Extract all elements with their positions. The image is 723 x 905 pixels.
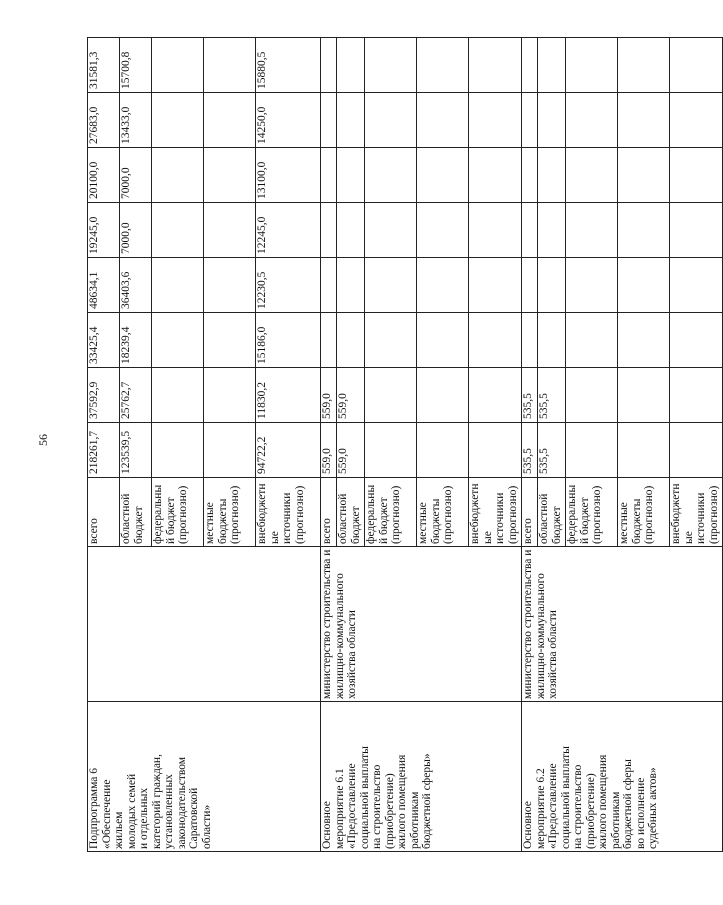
amount-cell: 123539,5: [120, 423, 152, 478]
funding-source-cell: федеральный бюджет (прогнозно): [152, 478, 204, 547]
amount-cell: [417, 93, 469, 148]
rotated-table-container: [87, 39, 720, 852]
amount-cell: [152, 368, 204, 423]
funding-source-cell: федеральный бюджет (прогнозно): [365, 478, 417, 547]
amount-cell: [152, 93, 204, 148]
funding-source-cell: местные бюджеты (прогнозно): [618, 478, 670, 547]
amount-cell: [365, 258, 417, 313]
amount-cell: [538, 38, 566, 93]
amount-cell: 7000,0: [120, 203, 152, 258]
amount-cell: [321, 313, 337, 368]
funding-source-cell: внебюджетные источники (прогнозно): [469, 478, 522, 547]
amount-cell: [365, 93, 417, 148]
amount-cell: [566, 148, 618, 203]
amount-cell: [566, 258, 618, 313]
amount-cell: [469, 368, 522, 423]
amount-cell: [417, 203, 469, 258]
amount-cell: [337, 93, 365, 148]
amount-cell: 31581,3: [88, 38, 120, 93]
amount-cell: [321, 148, 337, 203]
amount-cell: [538, 203, 566, 258]
funding-source-cell: всего: [522, 478, 538, 547]
amount-cell: [321, 93, 337, 148]
amount-cell: [204, 258, 256, 313]
amount-cell: [670, 148, 723, 203]
amount-cell: [670, 313, 723, 368]
amount-cell: [337, 203, 365, 258]
amount-cell: [365, 368, 417, 423]
amount-cell: [618, 258, 670, 313]
amount-cell: 535,5: [538, 423, 566, 478]
amount-cell: [204, 368, 256, 423]
amount-cell: [417, 38, 469, 93]
amount-cell: [538, 148, 566, 203]
amount-cell: 25762,7: [120, 368, 152, 423]
executor-cell: министерство строительства и жилищно-коммунального хозяйства области: [321, 547, 522, 702]
amount-cell: 13433,0: [120, 93, 152, 148]
amount-cell: [152, 313, 204, 368]
amount-cell: [522, 148, 538, 203]
amount-cell: [670, 93, 723, 148]
amount-cell: [152, 423, 204, 478]
amount-cell: [417, 148, 469, 203]
program-name-cell: Основное мероприятие 6.1 «Предоставление социальной выплаты на строительство (приобретение) жилого помещения работникам бюджетной сферы»: [321, 702, 522, 852]
amount-cell: [469, 423, 522, 478]
amount-cell: [152, 148, 204, 203]
amount-cell: [321, 38, 337, 93]
amount-cell: [618, 38, 670, 93]
amount-cell: [204, 148, 256, 203]
amount-cell: [522, 313, 538, 368]
executor-cell: [88, 547, 321, 702]
amount-cell: 15700,8: [120, 38, 152, 93]
amount-cell: [538, 258, 566, 313]
amount-cell: [670, 423, 723, 478]
amount-cell: [152, 38, 204, 93]
amount-cell: [204, 423, 256, 478]
funding-source-cell: внебюджетные источники (прогнозно): [256, 478, 321, 547]
amount-cell: 559,0: [337, 368, 365, 423]
amount-cell: [417, 313, 469, 368]
table-row: [321, 38, 337, 852]
amount-cell: 27683,0: [88, 93, 120, 148]
amount-cell: [321, 258, 337, 313]
funding-source-cell: областной бюджет: [538, 478, 566, 547]
amount-cell: [204, 203, 256, 258]
amount-cell: 12245,0: [256, 203, 321, 258]
amount-cell: 33425,4: [88, 313, 120, 368]
amount-cell: [566, 203, 618, 258]
amount-cell: [566, 93, 618, 148]
amount-cell: [670, 203, 723, 258]
amount-cell: [469, 38, 522, 93]
amount-cell: 218261,7: [88, 423, 120, 478]
amount-cell: 559,0: [321, 368, 337, 423]
amount-cell: [670, 258, 723, 313]
amount-cell: [538, 93, 566, 148]
funding-source-cell: всего: [321, 478, 337, 547]
amount-cell: 18239,4: [120, 313, 152, 368]
amount-cell: [152, 203, 204, 258]
page-number: 56: [36, 434, 50, 446]
amount-cell: [204, 93, 256, 148]
amount-cell: 94722,2: [256, 423, 321, 478]
table-row: [522, 38, 538, 852]
amount-cell: 535,5: [538, 368, 566, 423]
amount-cell: [365, 423, 417, 478]
amount-cell: 13100,0: [256, 148, 321, 203]
amount-cell: [618, 368, 670, 423]
amount-cell: [522, 258, 538, 313]
amount-cell: [337, 148, 365, 203]
table-row: [88, 38, 120, 852]
amount-cell: 535,5: [522, 368, 538, 423]
funding-source-cell: местные бюджеты (прогнозно): [417, 478, 469, 547]
amount-cell: 15186,0: [256, 313, 321, 368]
amount-cell: 14250,0: [256, 93, 321, 148]
amount-cell: 15880,5: [256, 38, 321, 93]
amount-cell: 37592,9: [88, 368, 120, 423]
amount-cell: 19245,0: [88, 203, 120, 258]
funding-source-cell: внебюджетные источники (прогнозно): [670, 478, 723, 547]
amount-cell: [337, 313, 365, 368]
executor-cell: министерство строительства и жилищно-коммунального хозяйства области: [522, 547, 723, 702]
amount-cell: [522, 203, 538, 258]
funding-table: [87, 37, 723, 852]
amount-cell: [417, 258, 469, 313]
amount-cell: [566, 38, 618, 93]
amount-cell: [618, 423, 670, 478]
amount-cell: [566, 423, 618, 478]
amount-cell: [538, 313, 566, 368]
amount-cell: [522, 93, 538, 148]
program-name-cell: Подпрограмма 6 «Обеспечение жильем молодых семей и отдельных категорий граждан, установленных законодательством Саратовской области»: [88, 702, 321, 852]
amount-cell: 12230,5: [256, 258, 321, 313]
amount-cell: [618, 148, 670, 203]
amount-cell: 7000,0: [120, 148, 152, 203]
amount-cell: [670, 38, 723, 93]
amount-cell: [365, 313, 417, 368]
amount-cell: [469, 313, 522, 368]
amount-cell: [417, 368, 469, 423]
amount-cell: [365, 38, 417, 93]
amount-cell: [566, 313, 618, 368]
amount-cell: [321, 203, 337, 258]
funding-source-cell: областной бюджет: [337, 478, 365, 547]
funding-source-cell: местные бюджеты (прогнозно): [204, 478, 256, 547]
amount-cell: [204, 38, 256, 93]
amount-cell: [204, 313, 256, 368]
program-name-cell: Основное мероприятие 6.2 «Предоставление социальной выплаты на строительство (приобретение) жилого помещения работникам бюджетной сферы во исполнение судебных актов»: [522, 702, 723, 852]
amount-cell: [469, 203, 522, 258]
amount-cell: 11830,2: [256, 368, 321, 423]
amount-cell: [152, 258, 204, 313]
amount-cell: [469, 93, 522, 148]
amount-cell: [417, 423, 469, 478]
amount-cell: 48634,1: [88, 258, 120, 313]
funding-source-cell: федеральный бюджет (прогнозно): [566, 478, 618, 547]
amount-cell: [365, 148, 417, 203]
amount-cell: [469, 148, 522, 203]
amount-cell: [337, 258, 365, 313]
amount-cell: [618, 313, 670, 368]
funding-source-cell: областной бюджет: [120, 478, 152, 547]
amount-cell: [618, 93, 670, 148]
amount-cell: 20100,0: [88, 148, 120, 203]
amount-cell: [365, 203, 417, 258]
amount-cell: [337, 38, 365, 93]
amount-cell: [618, 203, 670, 258]
amount-cell: [522, 38, 538, 93]
amount-cell: [469, 258, 522, 313]
amount-cell: 559,0: [337, 423, 365, 478]
table-body: [88, 38, 723, 852]
funding-source-cell: всего: [88, 478, 120, 547]
amount-cell: [670, 368, 723, 423]
amount-cell: 36403,6: [120, 258, 152, 313]
amount-cell: [566, 368, 618, 423]
amount-cell: 535,5: [522, 423, 538, 478]
amount-cell: 559,0: [321, 423, 337, 478]
